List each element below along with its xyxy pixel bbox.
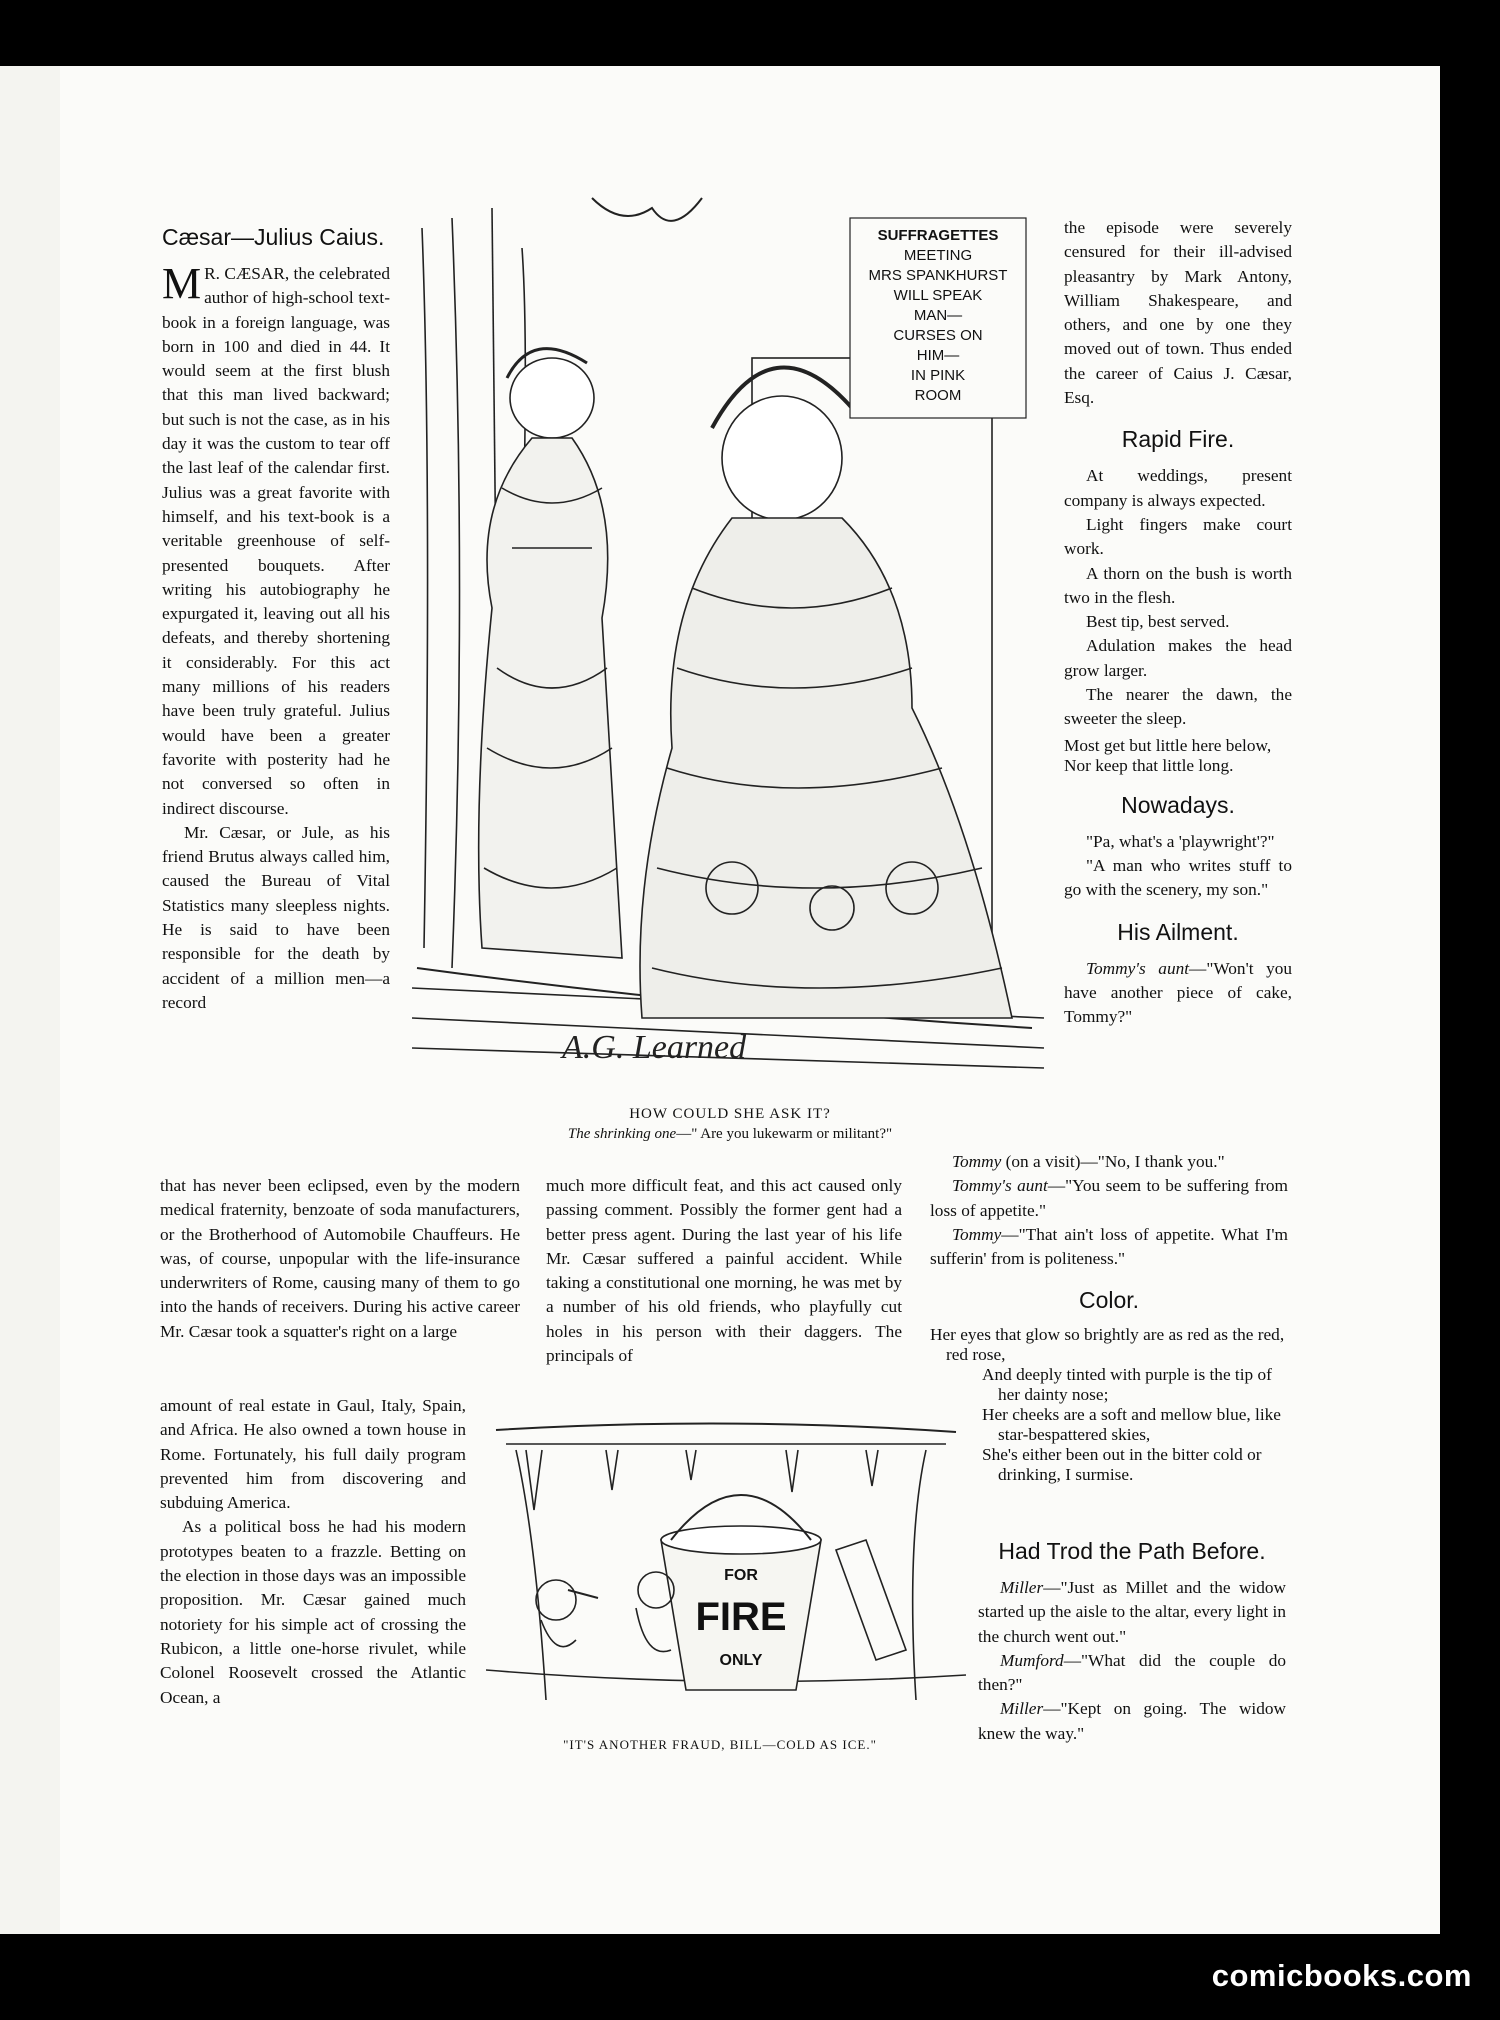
section-heading-nowadays: Nowadays.	[1121, 791, 1235, 818]
drop-cap: M	[162, 259, 202, 308]
sign-line: CURSES ON	[893, 327, 983, 344]
rapid-fire-item: A thorn on the bush is worth two in the flesh.	[1064, 563, 1292, 607]
speaker: Tommy	[952, 1224, 1002, 1244]
caption-line	[470, 1124, 990, 1144]
column-3-lower	[930, 1150, 1288, 1485]
facing-page-edge	[0, 66, 65, 1934]
poem-line: Her cheeks are a soft and mellow blue, like star-bespattered skies,	[982, 1405, 1281, 1445]
dialogue-line	[978, 1697, 1286, 1746]
article-paragraph: As a political boss he had his modern prototypes beaten to a frazzle. Betting on the election in those days was an impossible proposition. Mr. Cæsar gained much notoriety for his simple act of crossing the Rubicon, a little one-horse rivulet, while Colonel Roosevelt crossed the Atlantic Ocean, a	[160, 1517, 466, 1707]
poem-line: Her eyes that glow so brightly are as red as the red, red rose,	[930, 1325, 1285, 1365]
dialogue-line	[930, 1174, 1288, 1223]
section-heading-had-trod: Had Trod the Path Before.	[998, 1538, 1266, 1564]
dialogue-text: —"That ain't loss of appetite. What I'm sufferin' from is politeness."	[930, 1224, 1288, 1269]
article-paragraph: Mr. Cæsar, or Jule, as his friend Brutus always called him, caused the Bureau of Vital Statistics many sleepless nights. He is said to have been responsible for the death by accident of a million men—a record	[162, 822, 390, 1012]
speaker: Tommy's aunt	[1086, 958, 1190, 978]
article-paragraph	[162, 259, 390, 821]
dialogue-text: —"You seem to be suffering from loss of appetite."	[930, 1176, 1288, 1220]
artist-signature: A.G. Learned	[562, 1029, 747, 1066]
sign-line: WILL SPEAK	[893, 287, 983, 304]
column-3-upper	[1064, 216, 1292, 1029]
dialogue-line	[978, 1649, 1286, 1698]
sign-line: IN PINK	[910, 367, 966, 384]
dialogue-line: "Pa, what's a 'playwright'?"	[1086, 831, 1275, 851]
column-1-bottom	[160, 1394, 466, 1710]
dialogue-text: —"Won't you have another piece of cake, Tommy?"	[1064, 958, 1292, 1027]
section-heading-color: Color.	[1078, 1287, 1140, 1314]
verse-line: Nor keep that little long.	[1064, 755, 1234, 775]
sign-line: MEETING	[903, 247, 973, 264]
bucket-label-line: FIRE	[695, 1595, 787, 1639]
article-heading-caesar: Cæsar—Julius Caius.	[162, 224, 385, 250]
dialogue-text: —"Just as Millet and the widow started up the aisle to the altar, every light in the church went out."	[978, 1578, 1286, 1646]
caption-speaker: The shrinking one	[567, 1126, 677, 1142]
rapid-fire-list	[1064, 464, 1292, 731]
article-paragraph: that has never been eclipsed, even by the modern medical fraternity, benzoate of soda manufacturers, or the Brotherhood of Automobile Chauffeurs. He was, of course, unpopular with the life-insurance underwriters of Rome, causing many of them to go into the hands of receivers. During his active career Mr. Cæsar took a squatter's right on a large	[160, 1176, 520, 1341]
speaker: Mumford	[1000, 1650, 1064, 1670]
sign-line: HIM—	[916, 347, 960, 364]
speaker: Tommy	[952, 1152, 1002, 1171]
sign-line: MAN—	[913, 307, 963, 324]
rapid-fire-item: At weddings, present company is always expected.	[1064, 466, 1292, 510]
dialogue-text: —"Kept on going. The widow knew the way."	[978, 1699, 1286, 1743]
illustration-caption-1	[470, 1104, 990, 1144]
dialogue-line	[1064, 957, 1292, 1030]
illustration-caption-2: "IT'S ANOTHER FRAUD, BILL—COLD AS ICE."	[563, 1737, 877, 1752]
column-1-lower	[160, 1174, 520, 1344]
dialogue-line: "A man who writes stuff to go with the scenery, my son."	[1064, 855, 1292, 900]
watermark: comicbooks.com	[1211, 1958, 1472, 1993]
sign-line: MRS SPANKHURST	[868, 267, 1008, 284]
bucket-label-line: ONLY	[719, 1652, 763, 1669]
dialogue-line	[930, 1223, 1288, 1272]
suffragette-drawing	[412, 188, 1044, 1078]
speaker: Tommy's aunt	[952, 1176, 1048, 1196]
dialogue-text: —"What did the couple do then?"	[978, 1650, 1286, 1695]
article-paragraph: much more difficult feat, and this act caused only passing comment. Possibly the former gent had a better press agent. During the last year of his life Mr. Cæsar suffered a painful accident. While taking a constitutional one morning, he was met by a number of his old friends, who playfully cut holes in his person with their daggers. The principals of	[546, 1176, 902, 1366]
bucket-label-line: FOR	[724, 1567, 758, 1584]
paragraph-text: R. CÆSAR, the celebrated author of high-school text-book in a foreign language, was born in 100 and died in 44. It would seem at the first blush that this man lived backward; but such is not the case, as in his day it was the custom to tear off the last leaf of the calendar first. Julius was a great favorite with himself, and his text-book is a veritable greenhouse of self-presented bouquets. After writing his autobiography he expurgated it, leaving out all his defeats, and thereby shortening it considerably. For this act many millions of his readers have been truly grateful. Julius would have been a greater favorite with posterity had he not conversed so often in indirect discourse.	[162, 264, 390, 818]
article-paragraph: amount of real estate in Gaul, Italy, Spain, and Africa. He also owned a town house in Rome. Fortunately, his full daily program prevented him from discovering and subduing America.	[160, 1396, 466, 1513]
rapid-fire-verse	[1064, 736, 1292, 776]
caption-text: —" Are you lukewarm or militant?"	[676, 1126, 893, 1142]
article-paragraph: the episode were severely censured for their ill-advised pleasantry by Mark Antony, William Shakespeare, and others, and one by one they moved out of town. Thus ended the career of Caius J. Cæsar, Esq.	[1064, 218, 1292, 408]
speaker: Miller	[1000, 1578, 1044, 1597]
poem-line: And deeply tinted with purple is the tip of her dainty nose;	[982, 1365, 1272, 1405]
section-heading-rapid-fire: Rapid Fire.	[1121, 426, 1235, 453]
rapid-fire-item: Adulation makes the head grow larger.	[1064, 636, 1292, 680]
column-1-upper	[162, 222, 390, 1015]
fire-bucket-illustration	[486, 1420, 966, 1710]
dialogue-text: (on a visit)—"No, I thank you."	[1001, 1152, 1225, 1171]
sign-line: ROOM	[914, 387, 962, 404]
dialogue-line	[930, 1150, 1288, 1174]
section-heading-his-ailment: His Ailment.	[1117, 918, 1239, 945]
color-poem	[930, 1325, 1288, 1485]
caption-title: HOW COULD SHE ASK IT?	[629, 1106, 831, 1122]
column-3-bottom	[978, 1522, 1286, 1746]
rapid-fire-item: Best tip, best served.	[1086, 612, 1230, 632]
rapid-fire-item: The nearer the dawn, the sweeter the sleep.	[1064, 685, 1292, 729]
poem-line: She's either been out in the bitter cold or drinking, I surmise.	[982, 1445, 1262, 1485]
column-2	[546, 1174, 902, 1368]
suffragette-illustration	[412, 188, 1044, 1078]
fire-bucket-drawing	[486, 1420, 966, 1710]
verse-line: Most get but little here below,	[1064, 735, 1272, 755]
dialogue-line	[978, 1576, 1286, 1649]
speaker: Miller	[1000, 1699, 1044, 1719]
sign-line: SUFFRAGETTES	[877, 227, 999, 244]
rapid-fire-item: Light fingers make court work.	[1064, 514, 1292, 559]
